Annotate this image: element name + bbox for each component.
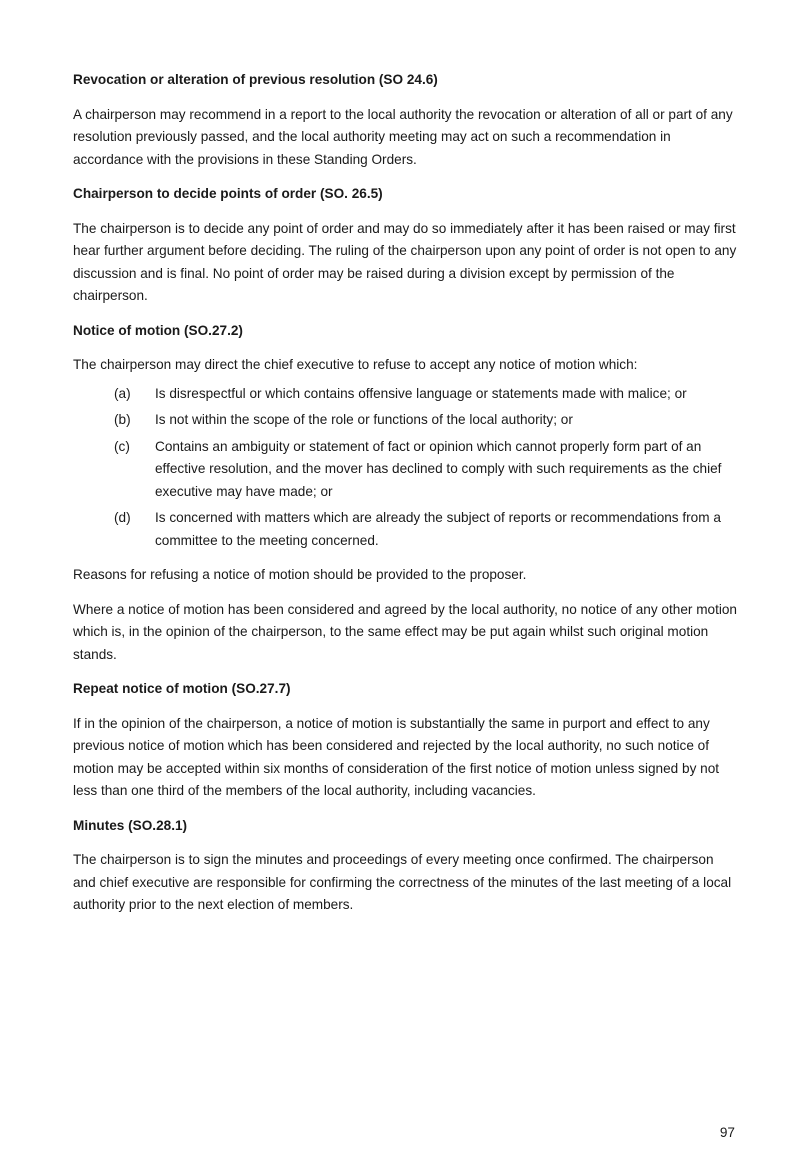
paragraph-agreed-motion: Where a notice of motion has been considered and agreed by the local authority, no notice of any other motion which is, in the opinion of the chairperson, to the same effect may be put again whilst such original motion stands. [73, 601, 737, 662]
list-marker: (c) [114, 438, 130, 454]
list-item-text: Is not within the scope of the role or functions of the local authority; or [155, 412, 573, 427]
section-heading-minutes: Minutes (SO.28.1) [73, 817, 188, 833]
paragraph-minutes: The chairperson is to sign the minutes and proceedings of every meeting once confirmed. The chairperson and chief executive are responsible for confirming the correctness of the minutes of the last meeting of a local authority prior to the next election of members. [73, 852, 732, 912]
list-item [73, 409, 737, 432]
notice-criteria-list [73, 383, 737, 553]
list-item-text: Contains an ambiguity or statement of fact or opinion which cannot properly form part of an effective resolution, and the mover has declined to comply with such requirements as the chief executive may have made; or [155, 438, 722, 499]
paragraph-points-of-order: The chairperson is to decide any point of order and may do so immediately after it has been raised or may first hear further argument before deciding. The ruling of the chairperson upon any point of order is not open to any discussion and is final. No point of order may be raised during a division except by permission of the chairperson. [73, 220, 737, 303]
paragraph-revocation: A chairperson may recommend in a report to the local authority the revocation or alteration of all or part of any resolution previously passed, and the local authority meeting may act on such a recommendation in accordance with the provisions in these Standing Orders. [73, 106, 733, 167]
list-item [73, 507, 737, 552]
list-item-text: Is disrespectful or which contains offensive language or statements made with malice; or [155, 385, 687, 401]
list-marker: (d) [114, 510, 131, 525]
paragraph-repeat-notice: If in the opinion of the chairperson, a notice of motion is substantially the same in purport and effect to any previous notice of motion which has been considered and rejected by the local authority, no such notice of motion may be accepted within six months of consideration of the first notice of motion unless signed by not less than one third of the members of the local authority, including vacancies. [73, 715, 720, 798]
paragraph-refusal-reasons: Reasons for refusing a notice of motion should be provided to the proposer. [73, 567, 527, 582]
list-item [73, 436, 737, 504]
section-heading-revocation: Revocation or alteration of previous resolution (SO 24.6) [73, 72, 438, 87]
list-marker: (b) [114, 412, 131, 427]
list-marker: (a) [114, 385, 131, 401]
list-item [73, 383, 737, 406]
section-heading-repeat-notice: Repeat notice of motion (SO.27.7) [73, 681, 291, 696]
paragraph-notice-intro: The chairperson may direct the chief executive to refuse to accept any notice of motion which: [73, 357, 638, 372]
list-item-text: Is concerned with matters which are already the subject of reports or recommendations from a committee to the meeting concerned. [155, 510, 721, 548]
section-heading-notice-of-motion: Notice of motion (SO.27.2) [73, 322, 243, 338]
page-number: 97 [719, 1125, 735, 1140]
section-heading-points-of-order: Chairperson to decide points of order (SO. 26.5) [73, 186, 383, 201]
